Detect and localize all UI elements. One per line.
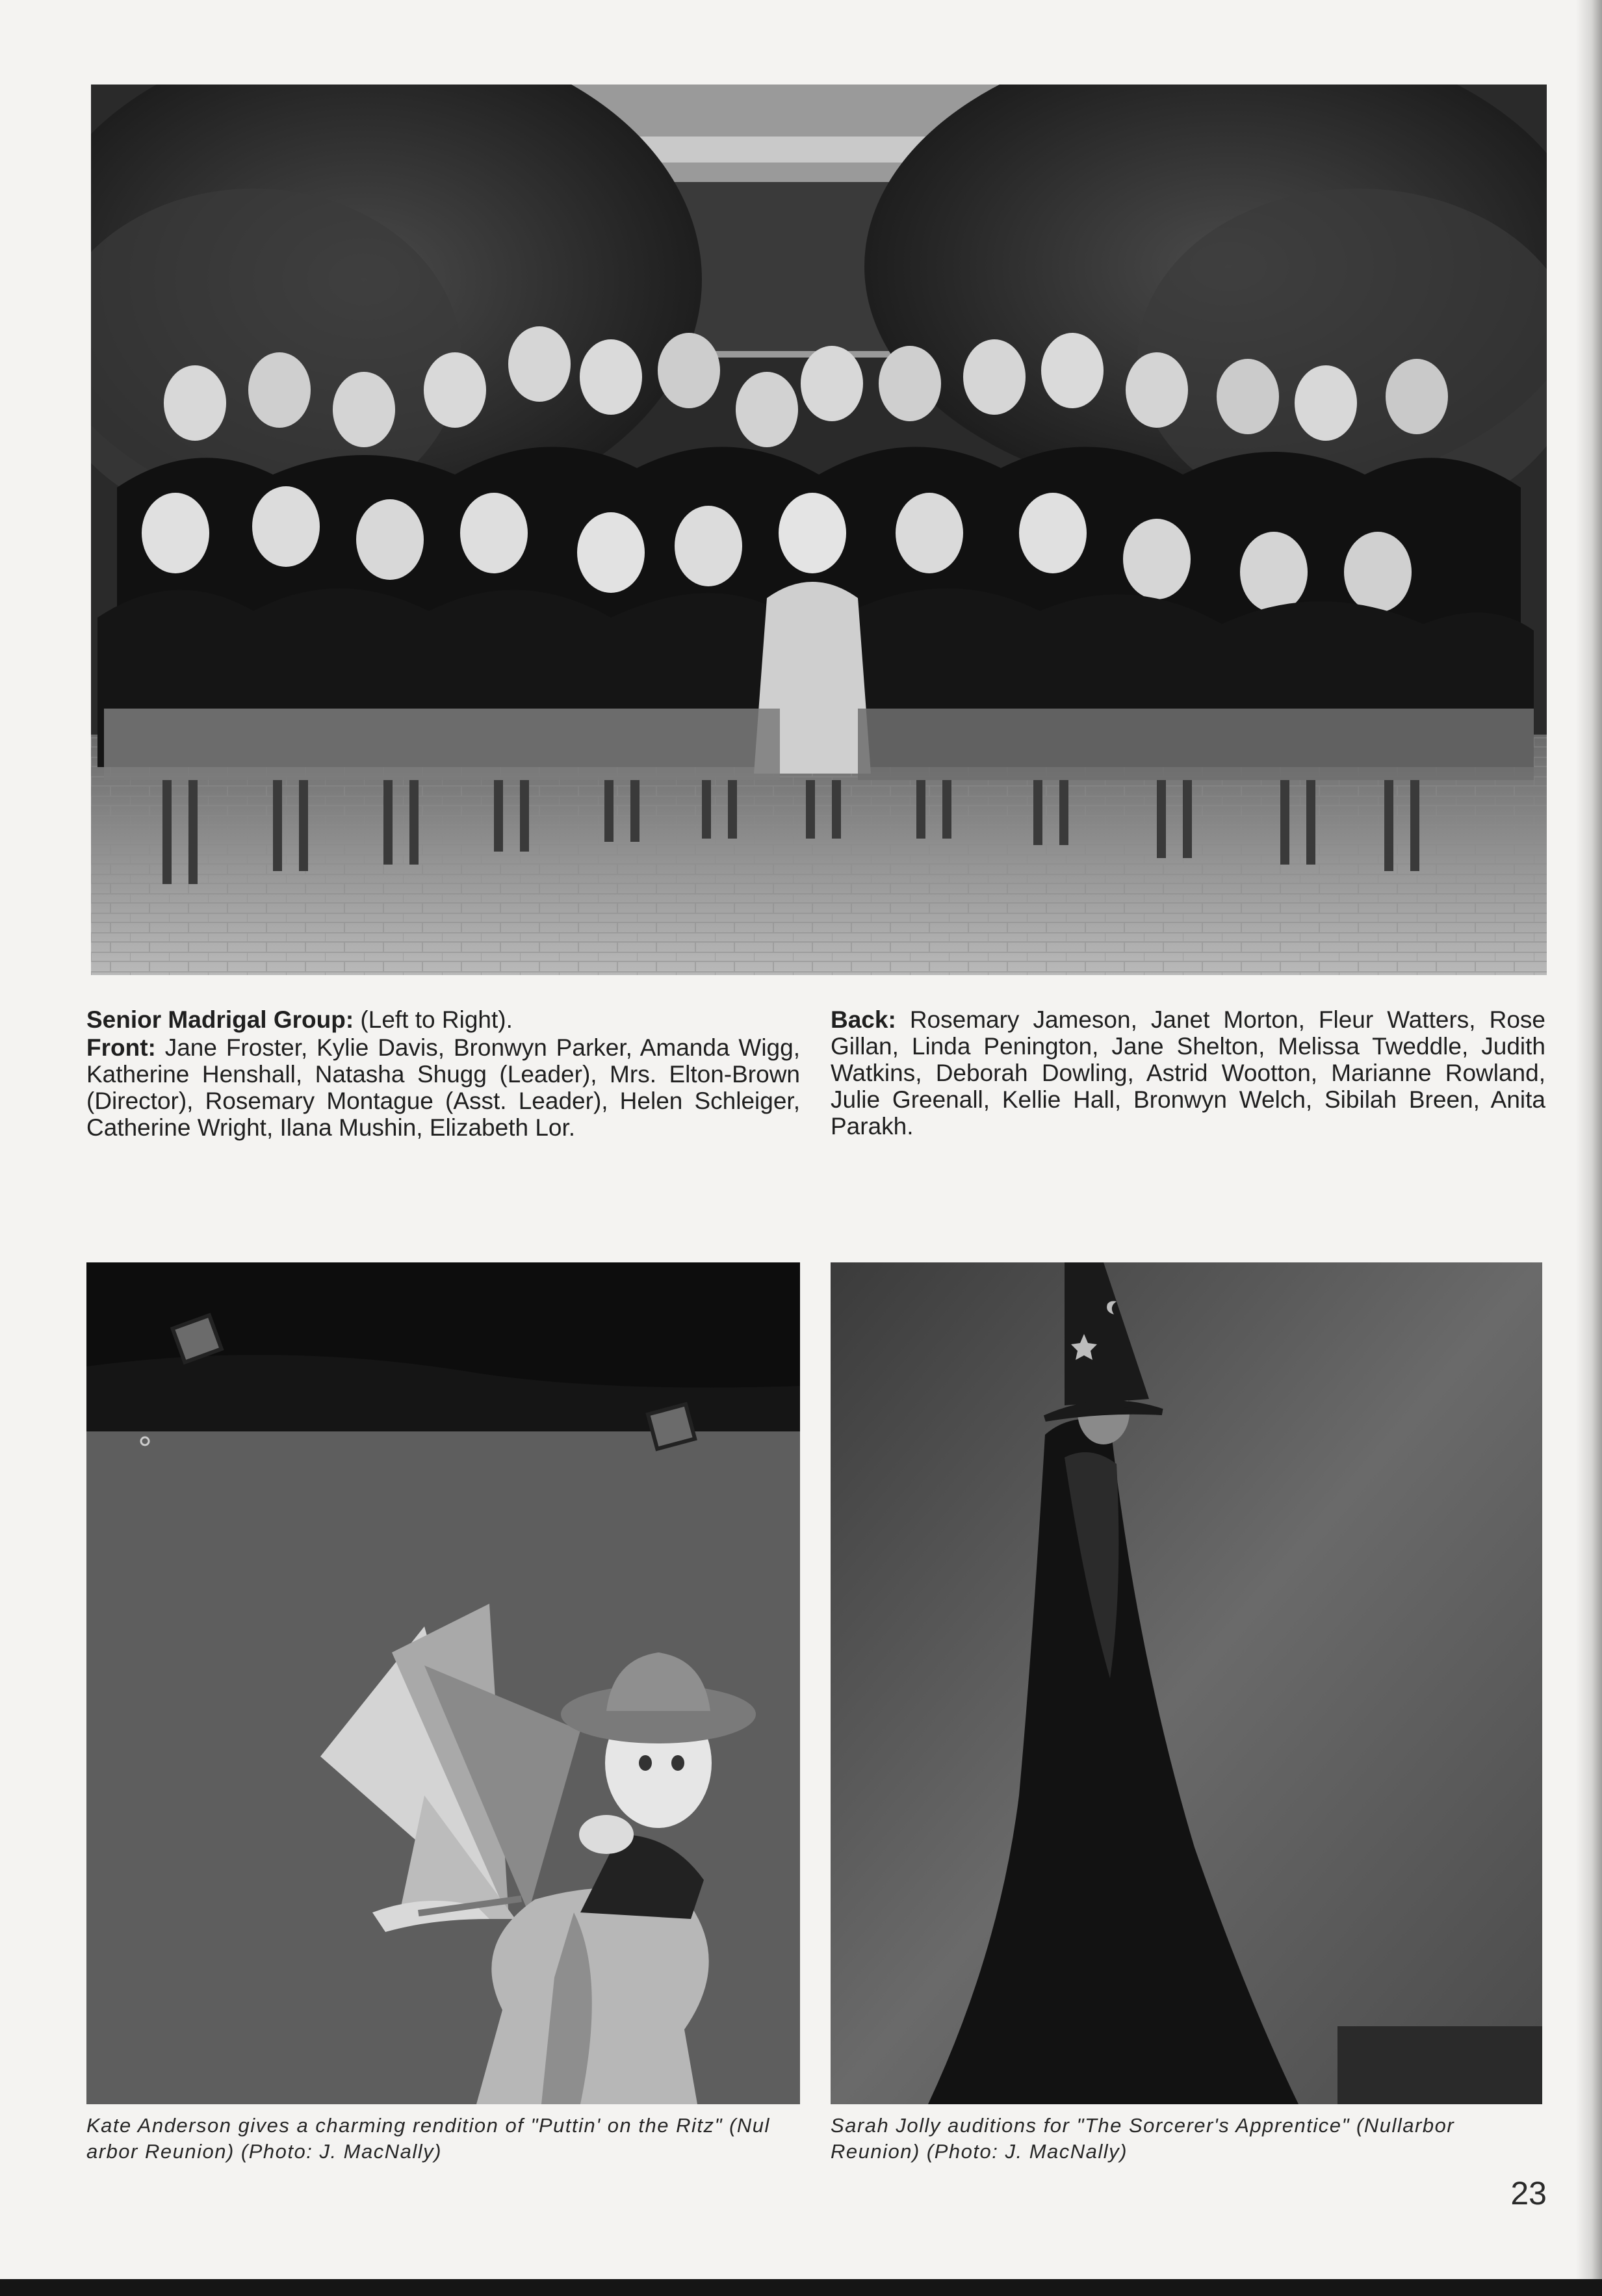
kate-photo-caption: Kate Anderson gives a charming rendition of "Puttin' on the Ritz" (Nul arbor Reunion) (Photo: J. MacNally) bbox=[86, 2114, 770, 2163]
page-spine-shadow bbox=[1576, 0, 1602, 2296]
sarah-photo-caption: Sarah Jolly auditions for "The Sorcerer's Apprentice" (Nullarbor Reunion) (Photo: J. MacNally) bbox=[831, 2114, 1455, 2163]
front-row-label: Front: bbox=[86, 1034, 156, 1061]
group-caption-front bbox=[86, 1006, 800, 1142]
front-row-names: Jane Froster, Kylie Davis, Bronwyn Parker, Amanda Wigg, Katherine Henshall, Natasha Shugg (Leader), Mrs. Elton-Brown (Director), Rosemary Montague (Asst. Leader), Helen Schleiger, Catherine Wright, Ilana Mushin, Elizabeth Lor. bbox=[86, 1034, 800, 1141]
group-caption-title: Senior Madrigal Group: bbox=[86, 1006, 354, 1033]
back-row-label: Back: bbox=[831, 1006, 896, 1033]
page-bottom-edge bbox=[0, 2279, 1602, 2296]
kate-anderson-photo bbox=[86, 1262, 800, 2104]
group-caption-title-suffix: (Left to Right). bbox=[354, 1006, 513, 1033]
sarah-jolly-photo bbox=[831, 1262, 1542, 2104]
group-caption-back bbox=[831, 1006, 1545, 1141]
back-row-names: Rosemary Jameson, Janet Morton, Fleur Watters, Rose Gillan, Linda Penington, Jane Shelton, Melissa Tweddle, Judith Watkins, Deborah Dowling, Astrid Wootton, Marianne Rowland, Julie Greenall, Kellie Hall, Bronwyn Welch, Sibilah Breen, Anita Parakh. bbox=[831, 1006, 1545, 1140]
senior-madrigal-group-photo bbox=[91, 85, 1547, 975]
page-number: 23 bbox=[1510, 2175, 1547, 2211]
